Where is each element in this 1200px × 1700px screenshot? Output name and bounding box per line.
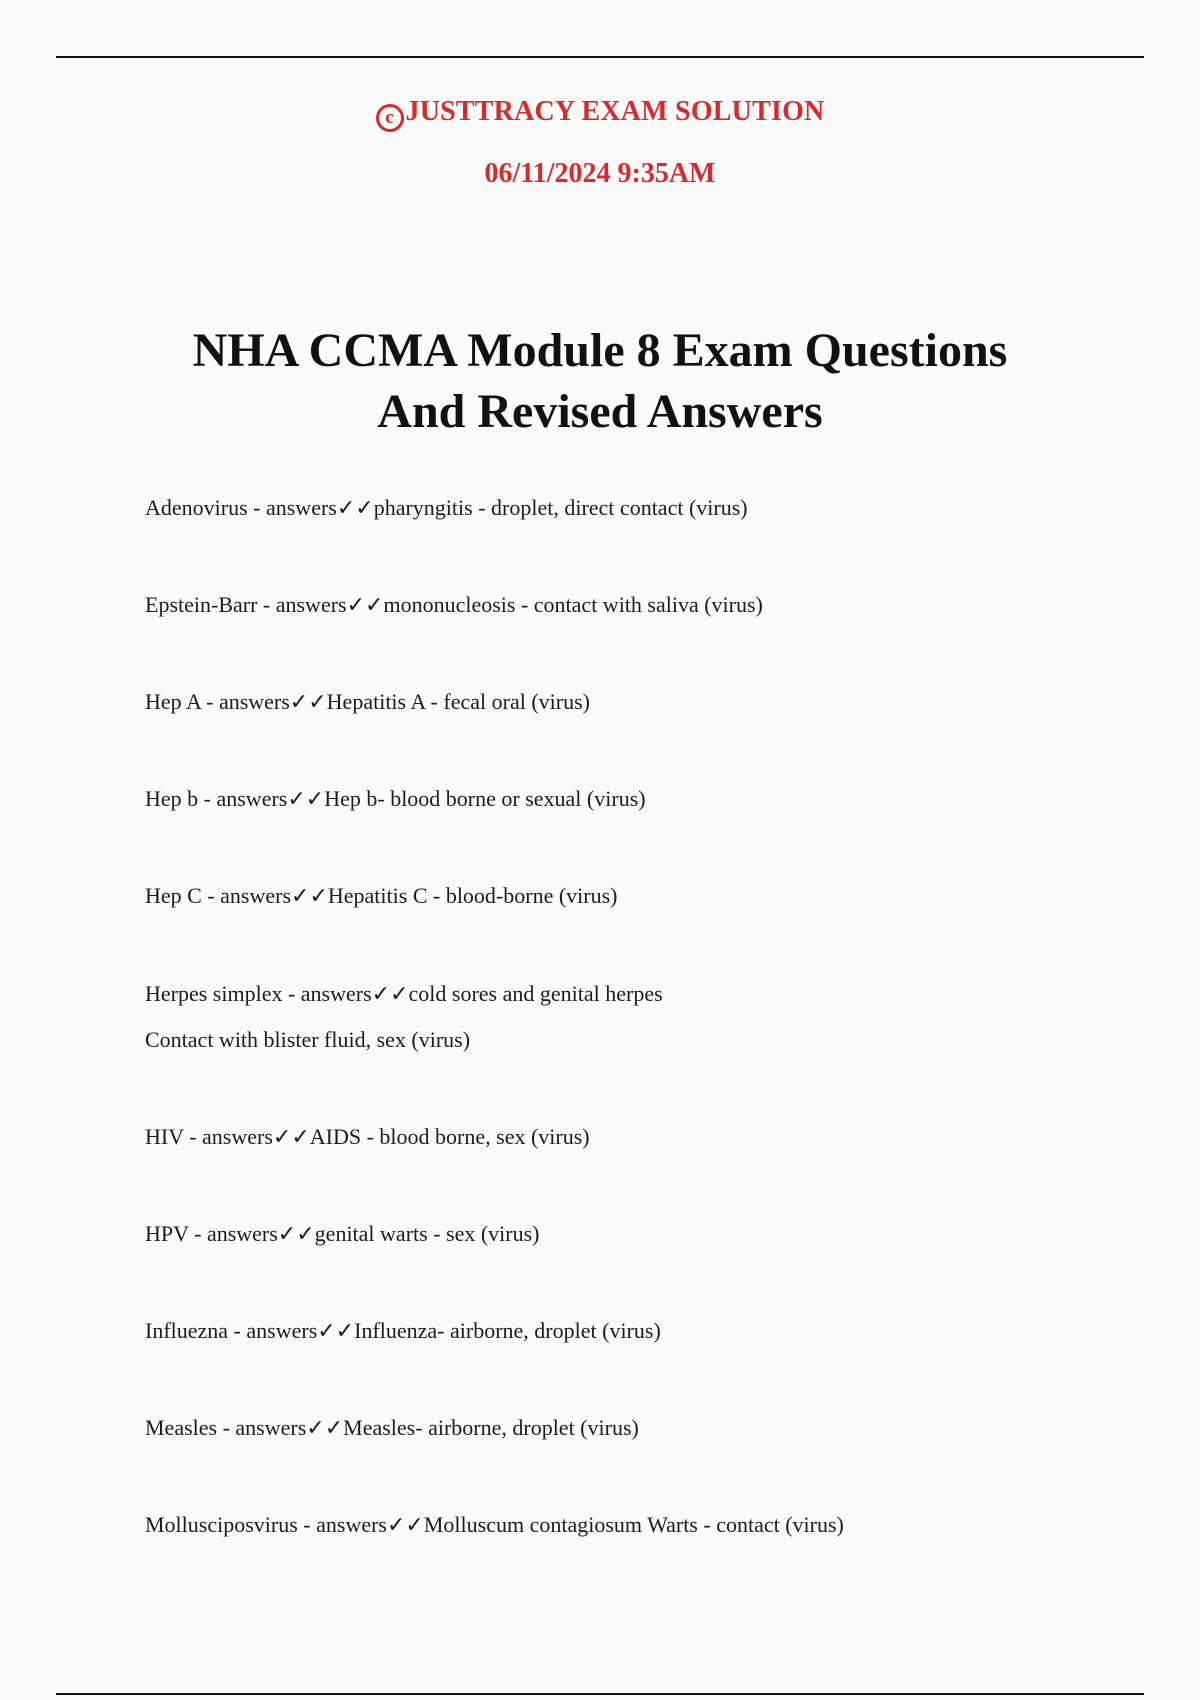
qa-entry xyxy=(145,776,1145,822)
qa-text: Hep C - answers✓✓Hepatitis C - blood-borne (virus) xyxy=(145,883,618,908)
qa-entry xyxy=(145,1114,1145,1160)
qa-entry xyxy=(145,679,1145,725)
document-title xyxy=(0,320,1200,442)
qa-entry xyxy=(145,1502,1145,1548)
qa-text: Measles - answers✓✓Measles- airborne, droplet (virus) xyxy=(145,1415,639,1440)
qa-text: HIV - answers✓✓AIDS - blood borne, sex (virus) xyxy=(145,1124,590,1149)
copyright-icon: c xyxy=(376,104,404,132)
bottom-rule xyxy=(56,1693,1144,1695)
qa-text: HPV - answers✓✓genital warts - sex (virus) xyxy=(145,1221,540,1246)
qa-text: Epstein-Barr - answers✓✓mononucleosis - contact with saliva (virus) xyxy=(145,592,763,617)
qa-entry xyxy=(145,873,1145,919)
qa-text-continued: Contact with blister fluid, sex (virus) xyxy=(145,1027,471,1052)
qa-entry xyxy=(145,971,1145,1063)
qa-entry xyxy=(145,582,1145,628)
top-rule xyxy=(56,56,1144,58)
qa-entry xyxy=(145,1211,1145,1257)
qa-text: Hep A - answers✓✓Hepatitis A - fecal oral (virus) xyxy=(145,689,590,714)
qa-entry xyxy=(145,1405,1145,1451)
watermark xyxy=(0,96,1200,132)
qa-text: Hep b - answers✓✓Hep b- blood borne or sexual (virus) xyxy=(145,786,646,811)
qa-text: Influezna - answers✓✓Influenza- airborne, droplet (virus) xyxy=(145,1318,661,1343)
qa-text: Mollusciposvirus - answers✓✓Molluscum contagiosum Warts - contact (virus) xyxy=(145,1512,844,1537)
title-line-2: And Revised Answers xyxy=(377,385,823,438)
datestamp: 06/11/2024 9:35AM xyxy=(484,158,716,189)
title-line-1: NHA CCMA Module 8 Exam Questions xyxy=(192,324,1008,377)
qa-entry xyxy=(145,485,1145,531)
qa-text: Herpes simplex - answers✓✓cold sores and genital herpes xyxy=(145,981,663,1006)
qa-entry xyxy=(145,1308,1145,1354)
watermark-text: JUSTTRACY EXAM SOLUTION xyxy=(405,96,825,127)
qa-text: Adenovirus - answers✓✓pharyngitis - droplet, direct contact (virus) xyxy=(145,495,748,520)
